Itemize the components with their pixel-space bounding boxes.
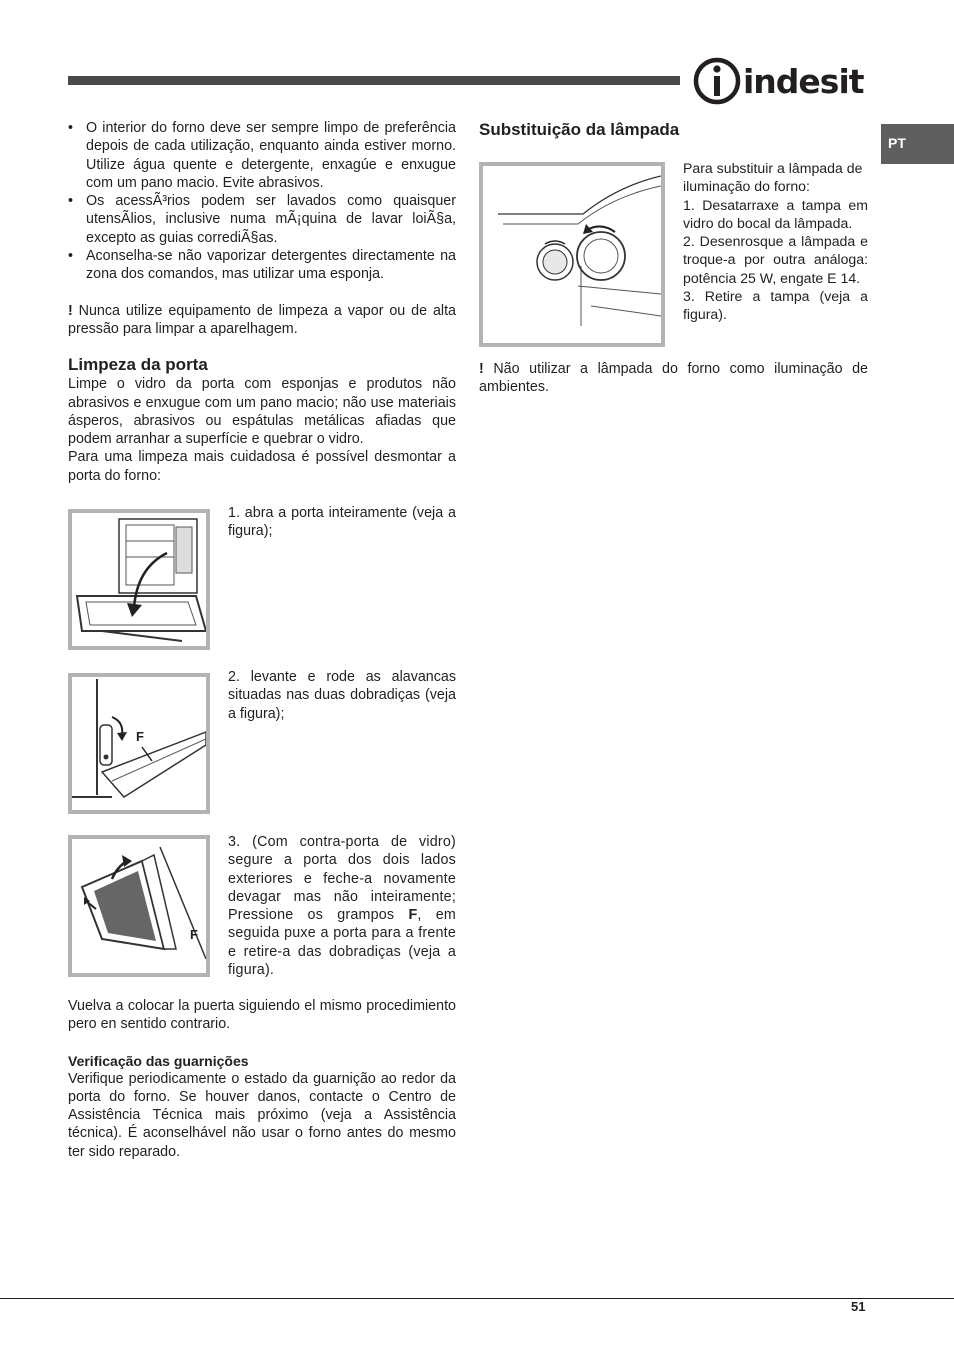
figure-remove-door: [68, 835, 210, 977]
warning-text: Nunca utilize equipamento de limpeza a vapor ou de alta pressão para limpar a aparelhagem.: [68, 302, 456, 337]
lamp-steps: [683, 159, 868, 324]
list-item: • Aconselha-se não vaporizar detergentes directamente na zona dos comandos, mas utilizar uma esponja.: [68, 247, 456, 284]
lamp-intro: Para substituir a lâmpada de iluminação do forno:: [683, 160, 863, 195]
door-cleaning-title: Limpeza da porta: [68, 355, 208, 375]
step-3-part-b: , em seguida puxe a porta para a frente e retire-a das dobradiças (veja a figura).: [228, 907, 457, 979]
header-rule: [68, 76, 680, 85]
refit-note: Vuelva a colocar la puerta siguiendo el mismo procedimiento pero en sentido contrario.: [68, 998, 456, 1033]
step-3-clip-label: F: [408, 907, 418, 924]
warning-mark: !: [68, 302, 73, 319]
lamp-step-3: 3. Retire a tampa (veja a figura).: [683, 288, 868, 323]
brand-wordmark: indesit: [743, 62, 864, 101]
gasket-title: Verificação das guarnições: [68, 1052, 249, 1069]
steam-warning: [68, 302, 456, 339]
warning-text: Não utilizar a lâmpada do forno como iluminação de ambientes.: [479, 361, 868, 396]
figure-open-door: [68, 509, 210, 650]
cleaning-tips-list: [68, 119, 456, 284]
lamp-step-1: 1. Desatarraxe a tampa em vidro do bocal da lâmpada.: [683, 196, 868, 231]
door-paragraph-1: Limpe o vidro da porta com esponjas e produtos não abrasivos e enxugue com um pano macio; não use materiais ásperos, abrasivos ou espátulas metálicas afiadas que podem arranhar a superfície e quebrar o vidro.: [68, 376, 456, 448]
page-number: 51: [851, 1299, 866, 1314]
footer-rule: [0, 1298, 954, 1299]
left-column-bottom: [68, 997, 456, 1161]
warning-mark: !: [479, 361, 484, 377]
door-paragraph-2: Para uma limpeza mais cuidadosa é possível desmontar a porta do forno:: [68, 449, 456, 484]
list-item: • Os acessÃ³rios podem ser lavados como quaisquer utensÃlios, inclusive numa mÃ¡quina de lavar loiÃ§a, excepto as guias corrediÃ§as.: [68, 192, 456, 247]
step-3-part-a: 3. (Com contra-porta de vidro) segure a porta dos dois lados exteriores e feche-a novamente devagar mas não inteiramente; Pressione os grampos: [228, 834, 456, 924]
language-tab: PT: [881, 124, 954, 164]
lamp-title: Substituição da lâmpada: [479, 120, 680, 139]
figure-hinge-levers: [68, 673, 210, 814]
gasket-text: Verifique periodicamente o estado da guarnição ao redor da porta do forno. Se houver danos, contacte o Centro de Assistência Técnica mais próximo (veja a Assistência técnica). É aconselhável não usar o forno antes do mesmo ter sido reparado.: [68, 1070, 456, 1160]
figure-lamp: [479, 162, 665, 347]
left-column-top: [68, 119, 456, 485]
step-3-text: [228, 833, 456, 979]
lamp-step-2: 2. Desenrosque a lâmpada e troque-a por outra análoga: potência 25 W, engate E 14.: [683, 233, 868, 286]
figure-label-f: F: [190, 927, 198, 942]
lamp-warning: [479, 360, 868, 397]
step-2-text: 2. levante e rode as alavancas situadas nas duas dobradiças (veja a figura);: [228, 669, 456, 722]
step-1-text: 1. abra a porta inteiramente (veja a figura);: [228, 505, 456, 540]
figure-label-f: F: [136, 729, 144, 744]
list-item: • O interior do forno deve ser sempre limpo de preferência depois de cada utilização, enquanto ainda estiver morno. Utilize água quente e detergente, enxagúe e enxugue com um pano macio. Evite abrasivos.: [68, 119, 456, 192]
